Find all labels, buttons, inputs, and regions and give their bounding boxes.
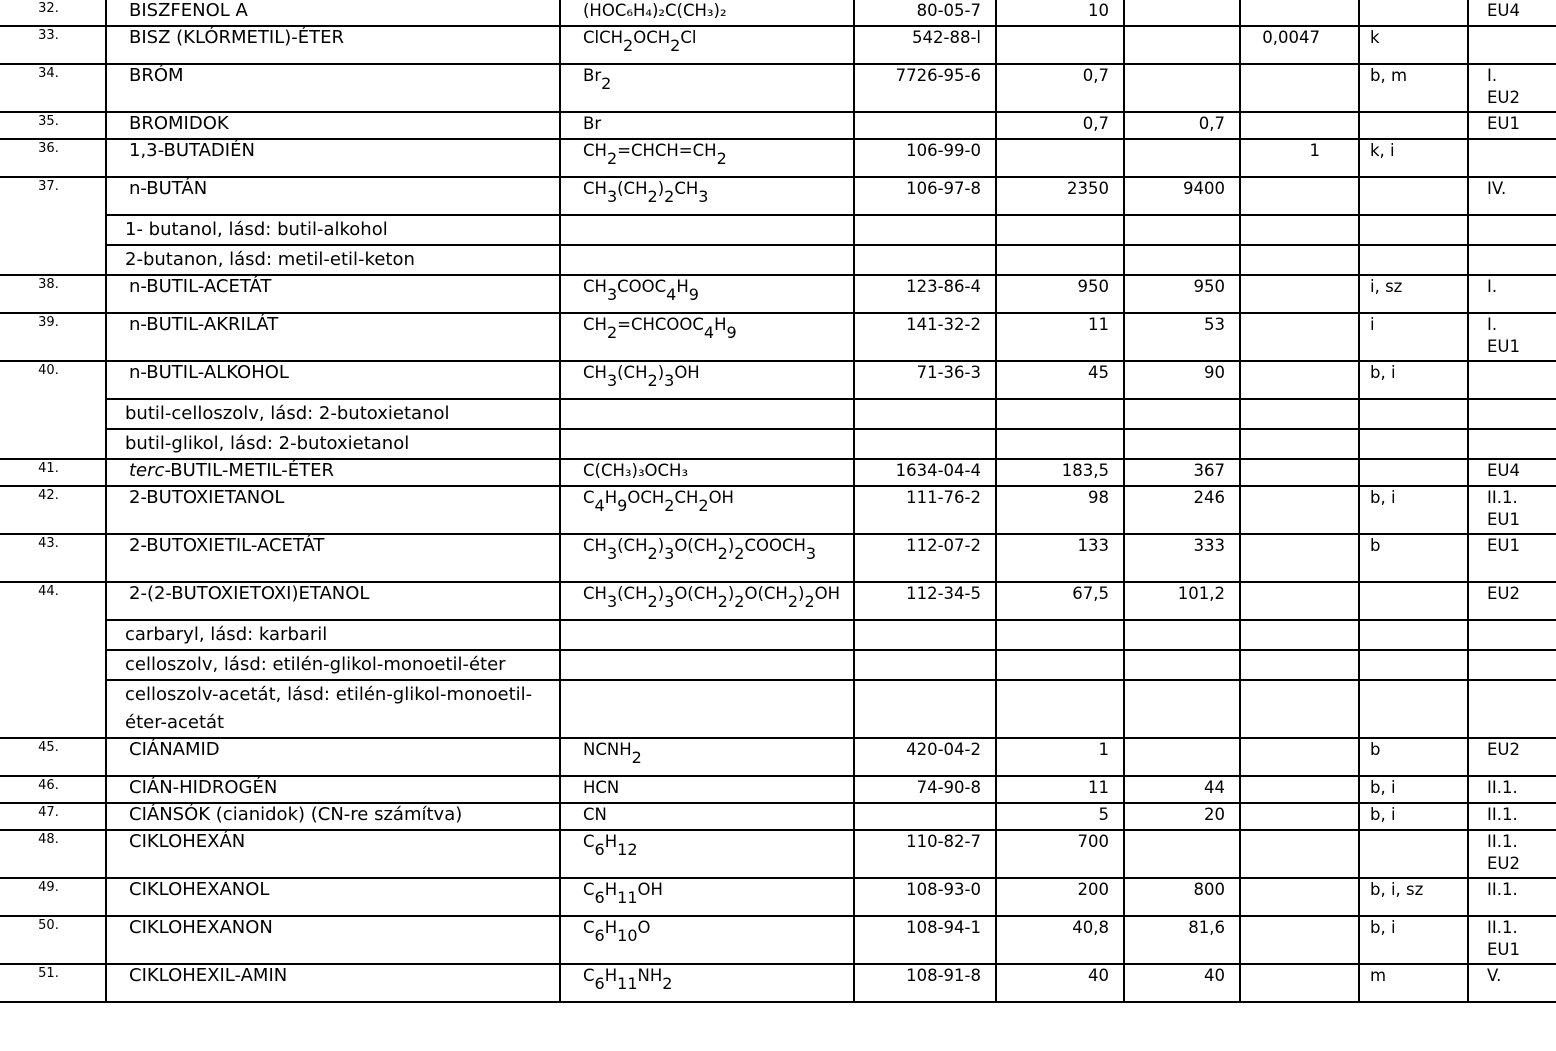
reference bbox=[1468, 361, 1556, 399]
cross-reference-row bbox=[0, 245, 1556, 275]
row-number-cell bbox=[0, 680, 106, 738]
cross-reference-row bbox=[0, 650, 1556, 680]
cross-reference-row bbox=[0, 399, 1556, 429]
cas-number: 108-91-8 bbox=[854, 964, 996, 1002]
chemical-formula: $C_6H_{12}$ bbox=[560, 830, 854, 878]
empty-cell bbox=[1124, 620, 1240, 650]
ak-value bbox=[996, 26, 1124, 64]
ck-value bbox=[1124, 139, 1240, 177]
row-number: 45. bbox=[0, 738, 106, 776]
table-row bbox=[0, 830, 1556, 878]
ck-value: 0,7 bbox=[1124, 112, 1240, 139]
reference: I. bbox=[1468, 275, 1556, 313]
empty-cell bbox=[1468, 245, 1556, 275]
mk-value bbox=[1240, 112, 1359, 139]
ak-value: 98 bbox=[996, 486, 1124, 534]
empty-cell bbox=[1240, 620, 1359, 650]
substance-name: BISZ (KLÓRMETIL)-ÉTER bbox=[106, 26, 560, 64]
table-row bbox=[0, 916, 1556, 964]
reference: II.1. bbox=[1468, 878, 1556, 916]
cas-number bbox=[854, 803, 996, 830]
mk-value bbox=[1240, 916, 1359, 964]
ck-value: 101,2 bbox=[1124, 582, 1240, 620]
mk-value bbox=[1240, 361, 1359, 399]
ck-value: 950 bbox=[1124, 275, 1240, 313]
row-number: 36. bbox=[0, 139, 106, 177]
ak-value: 950 bbox=[996, 275, 1124, 313]
empty-cell bbox=[854, 620, 996, 650]
table-row bbox=[0, 26, 1556, 64]
empty-cell bbox=[1359, 245, 1468, 275]
cas-number: 108-93-0 bbox=[854, 878, 996, 916]
row-number: 50. bbox=[0, 916, 106, 964]
reference: EU4 bbox=[1468, 459, 1556, 486]
substance-name: CIKLOHEXANOL bbox=[106, 878, 560, 916]
mk-value bbox=[1240, 177, 1359, 215]
empty-cell bbox=[854, 429, 996, 459]
empty-cell bbox=[996, 680, 1124, 738]
chemical-formula: HCN bbox=[560, 776, 854, 803]
empty-cell bbox=[1359, 620, 1468, 650]
empty-cell bbox=[560, 215, 854, 245]
table-row bbox=[0, 582, 1556, 620]
cross-reference-row bbox=[0, 215, 1556, 245]
cross-reference-row bbox=[0, 680, 1556, 738]
chemical-formula: $Br_2$ bbox=[560, 64, 854, 112]
reference bbox=[1468, 139, 1556, 177]
row-number: 34. bbox=[0, 64, 106, 112]
ck-value: 53 bbox=[1124, 313, 1240, 361]
mk-value bbox=[1240, 803, 1359, 830]
empty-cell bbox=[1359, 399, 1468, 429]
mk-value bbox=[1240, 313, 1359, 361]
empty-cell bbox=[560, 429, 854, 459]
cas-number: 141-32-2 bbox=[854, 313, 996, 361]
substance-name: CIKLOHEXÁN bbox=[106, 830, 560, 878]
notation: b, m bbox=[1359, 64, 1468, 112]
empty-cell bbox=[1240, 245, 1359, 275]
table-row bbox=[0, 486, 1556, 534]
chemical-formula: $CH_2=CHCOOC_4H_9$ bbox=[560, 313, 854, 361]
ak-value bbox=[996, 139, 1124, 177]
ck-value: 333 bbox=[1124, 534, 1240, 582]
table-row bbox=[0, 803, 1556, 830]
mk-value bbox=[1240, 459, 1359, 486]
row-number: 32. bbox=[0, 0, 106, 26]
substance-name: CIÁN-HIDROGÉN bbox=[106, 776, 560, 803]
reference: II.1. EU1 bbox=[1468, 486, 1556, 534]
row-number-cell bbox=[0, 429, 106, 459]
empty-cell bbox=[560, 245, 854, 275]
table-row bbox=[0, 878, 1556, 916]
mk-value bbox=[1240, 64, 1359, 112]
notation: b, i bbox=[1359, 803, 1468, 830]
ak-value: 11 bbox=[996, 313, 1124, 361]
row-number: 41. bbox=[0, 459, 106, 486]
reference: IV. bbox=[1468, 177, 1556, 215]
cas-number: 420-04-2 bbox=[854, 738, 996, 776]
row-number: 39. bbox=[0, 313, 106, 361]
notation bbox=[1359, 582, 1468, 620]
chemical-formula: $CH_3(CH_2)_3OH$ bbox=[560, 361, 854, 399]
notation bbox=[1359, 177, 1468, 215]
reference: II.1. EU1 bbox=[1468, 916, 1556, 964]
substance-name: 1,3-BUTADIÉN bbox=[106, 139, 560, 177]
row-number: 40. bbox=[0, 361, 106, 399]
chemical-formula: $CH_2=CHCH=CH_2$ bbox=[560, 139, 854, 177]
empty-cell bbox=[1468, 650, 1556, 680]
row-number: 51. bbox=[0, 964, 106, 1002]
cross-reference-text: butil-glikol, lásd: 2-butoxietanol bbox=[106, 429, 560, 459]
empty-cell bbox=[854, 215, 996, 245]
notation bbox=[1359, 459, 1468, 486]
ak-value: 200 bbox=[996, 878, 1124, 916]
empty-cell bbox=[1124, 245, 1240, 275]
chemical-formula: $CH_3(CH_2)_2CH_3$ bbox=[560, 177, 854, 215]
chemical-formula: C(CH₃)₃OCH₃ bbox=[560, 459, 854, 486]
empty-cell bbox=[1468, 399, 1556, 429]
table-row bbox=[0, 0, 1556, 26]
empty-cell bbox=[1240, 650, 1359, 680]
table-row bbox=[0, 177, 1556, 215]
chemical-formula: Br bbox=[560, 112, 854, 139]
cas-number: 106-99-0 bbox=[854, 139, 996, 177]
mk-value: 0,0047 bbox=[1240, 26, 1359, 64]
empty-cell bbox=[1124, 680, 1240, 738]
notation: b, i bbox=[1359, 361, 1468, 399]
row-number: 42. bbox=[0, 486, 106, 534]
chemical-formula: $CH_3(CH_2)_3O(CH_2)_2O(CH_2)_2OH$ bbox=[560, 582, 854, 620]
reference: V. bbox=[1468, 964, 1556, 1002]
reference bbox=[1468, 26, 1556, 64]
ak-value: 0,7 bbox=[996, 112, 1124, 139]
ck-value: 246 bbox=[1124, 486, 1240, 534]
notation: k, i bbox=[1359, 139, 1468, 177]
chemical-formula: (HOC₆H₄)₂C(CH₃)₂ bbox=[560, 0, 854, 26]
notation: i bbox=[1359, 313, 1468, 361]
chemical-formula: CN bbox=[560, 803, 854, 830]
chemical-formula: $C_6H_{10}O$ bbox=[560, 916, 854, 964]
reference: EU2 bbox=[1468, 582, 1556, 620]
ak-value: 40,8 bbox=[996, 916, 1124, 964]
row-number: 46. bbox=[0, 776, 106, 803]
notation: i, sz bbox=[1359, 275, 1468, 313]
substance-name: 2-BUTOXIETIL-ACETÁT bbox=[106, 534, 560, 582]
empty-cell bbox=[560, 399, 854, 429]
cas-number: 111-76-2 bbox=[854, 486, 996, 534]
empty-cell bbox=[996, 650, 1124, 680]
empty-cell bbox=[996, 429, 1124, 459]
substance-name: n-BUTÁN bbox=[106, 177, 560, 215]
substance-name: CIÁNSÓK (cianidok) (CN-re számítva) bbox=[106, 803, 560, 830]
notation bbox=[1359, 112, 1468, 139]
ak-value: 183,5 bbox=[996, 459, 1124, 486]
empty-cell bbox=[560, 650, 854, 680]
substance-name: n-BUTIL-AKRILÁT bbox=[106, 313, 560, 361]
table-row bbox=[0, 776, 1556, 803]
substance-name: 2-BUTOXIETANOL bbox=[106, 486, 560, 534]
empty-cell bbox=[1468, 215, 1556, 245]
reference: EU1 bbox=[1468, 534, 1556, 582]
row-number: 49. bbox=[0, 878, 106, 916]
notation bbox=[1359, 830, 1468, 878]
empty-cell bbox=[1468, 429, 1556, 459]
notation bbox=[1359, 0, 1468, 26]
ak-value: 45 bbox=[996, 361, 1124, 399]
ak-value: 700 bbox=[996, 830, 1124, 878]
row-number: 43. bbox=[0, 534, 106, 582]
ck-value bbox=[1124, 26, 1240, 64]
empty-cell bbox=[1359, 650, 1468, 680]
ck-value: 81,6 bbox=[1124, 916, 1240, 964]
ck-value bbox=[1124, 0, 1240, 26]
empty-cell bbox=[854, 399, 996, 429]
empty-cell bbox=[996, 399, 1124, 429]
row-number: 33. bbox=[0, 26, 106, 64]
row-number: 37. bbox=[0, 177, 106, 215]
empty-cell bbox=[1240, 399, 1359, 429]
reference: EU2 bbox=[1468, 738, 1556, 776]
reference: II.1. EU2 bbox=[1468, 830, 1556, 878]
table-row bbox=[0, 112, 1556, 139]
substance-name: 2-(2-BUTOXIETOXI)ETANOL bbox=[106, 582, 560, 620]
chemical-formula: $CH_3(CH_2)_3O(CH_2)_2COOCH_3$ bbox=[560, 534, 854, 582]
chemical-formula: $C_6H_{11}OH$ bbox=[560, 878, 854, 916]
empty-cell bbox=[996, 245, 1124, 275]
row-number: 38. bbox=[0, 275, 106, 313]
row-number-cell bbox=[0, 620, 106, 650]
empty-cell bbox=[1124, 215, 1240, 245]
cas-number: 106-97-8 bbox=[854, 177, 996, 215]
ck-value: 367 bbox=[1124, 459, 1240, 486]
substance-name: terc-BUTIL-METIL-ÉTER bbox=[106, 459, 560, 486]
cas-number: 112-07-2 bbox=[854, 534, 996, 582]
empty-cell bbox=[996, 215, 1124, 245]
empty-cell bbox=[1124, 399, 1240, 429]
reference: II.1. bbox=[1468, 776, 1556, 803]
ck-value bbox=[1124, 64, 1240, 112]
reference: EU4 bbox=[1468, 0, 1556, 26]
empty-cell bbox=[1468, 620, 1556, 650]
substance-name: CIÁNAMID bbox=[106, 738, 560, 776]
empty-cell bbox=[996, 620, 1124, 650]
table-row bbox=[0, 64, 1556, 112]
notation: m bbox=[1359, 964, 1468, 1002]
substance-name: n-BUTIL-ALKOHOL bbox=[106, 361, 560, 399]
cas-number: 7726-95-6 bbox=[854, 64, 996, 112]
notation: b bbox=[1359, 534, 1468, 582]
cas-number: 123-86-4 bbox=[854, 275, 996, 313]
ak-value: 0,7 bbox=[996, 64, 1124, 112]
cas-number: 74-90-8 bbox=[854, 776, 996, 803]
reference: I. EU1 bbox=[1468, 313, 1556, 361]
cross-reference-text: celloszolv-acetát, lásd: etilén-glikol-monoetil-éter-acetát bbox=[106, 680, 560, 738]
chemical-formula: $ClCH_2OCH_2Cl$ bbox=[560, 26, 854, 64]
cross-reference-text: celloszolv, lásd: etilén-glikol-monoetil-éter bbox=[106, 650, 560, 680]
notation: b, i, sz bbox=[1359, 878, 1468, 916]
row-number: 44. bbox=[0, 582, 106, 620]
empty-cell bbox=[560, 620, 854, 650]
ak-value: 133 bbox=[996, 534, 1124, 582]
substance-name: BRÓM bbox=[106, 64, 560, 112]
ak-value: 40 bbox=[996, 964, 1124, 1002]
substance-name: n-BUTIL-ACETÁT bbox=[106, 275, 560, 313]
empty-cell bbox=[1240, 429, 1359, 459]
ck-value: 90 bbox=[1124, 361, 1240, 399]
mk-value bbox=[1240, 486, 1359, 534]
ck-value: 9400 bbox=[1124, 177, 1240, 215]
ak-value: 67,5 bbox=[996, 582, 1124, 620]
ck-value: 44 bbox=[1124, 776, 1240, 803]
substance-name: CIKLOHEXIL-AMIN bbox=[106, 964, 560, 1002]
cross-reference-row bbox=[0, 429, 1556, 459]
reference: I. EU2 bbox=[1468, 64, 1556, 112]
cas-number bbox=[854, 112, 996, 139]
row-number: 47. bbox=[0, 803, 106, 830]
empty-cell bbox=[1359, 215, 1468, 245]
ak-value: 10 bbox=[996, 0, 1124, 26]
cross-reference-row bbox=[0, 620, 1556, 650]
mk-value bbox=[1240, 878, 1359, 916]
table-row bbox=[0, 964, 1556, 1002]
row-number: 48. bbox=[0, 830, 106, 878]
row-number-cell bbox=[0, 245, 106, 275]
cas-number: 71-36-3 bbox=[854, 361, 996, 399]
mk-value bbox=[1240, 0, 1359, 26]
mk-value bbox=[1240, 776, 1359, 803]
table-row bbox=[0, 361, 1556, 399]
empty-cell bbox=[1240, 680, 1359, 738]
cross-reference-text: 2-butanon, lásd: metil-etil-keton bbox=[106, 245, 560, 275]
cas-number: 80-05-7 bbox=[854, 0, 996, 26]
row-number: 35. bbox=[0, 112, 106, 139]
table-row bbox=[0, 139, 1556, 177]
mk-value bbox=[1240, 534, 1359, 582]
ck-value bbox=[1124, 738, 1240, 776]
empty-cell bbox=[854, 650, 996, 680]
table-row bbox=[0, 275, 1556, 313]
ak-value: 2350 bbox=[996, 177, 1124, 215]
mk-value bbox=[1240, 275, 1359, 313]
chemical-formula: $C_4H_9OCH_2CH_2OH$ bbox=[560, 486, 854, 534]
cas-number: 542-88-l bbox=[854, 26, 996, 64]
table-row bbox=[0, 313, 1556, 361]
cross-reference-text: 1- butanol, lásd: butil-alkohol bbox=[106, 215, 560, 245]
ak-value: 1 bbox=[996, 738, 1124, 776]
row-number-cell bbox=[0, 399, 106, 429]
chemical-formula: $NCNH_2$ bbox=[560, 738, 854, 776]
row-number-cell bbox=[0, 650, 106, 680]
reference: II.1. bbox=[1468, 803, 1556, 830]
cas-number: 108-94-1 bbox=[854, 916, 996, 964]
chemical-formula: $C_6H_{11}NH_2$ bbox=[560, 964, 854, 1002]
mk-value: 1 bbox=[1240, 139, 1359, 177]
ck-value: 40 bbox=[1124, 964, 1240, 1002]
cross-reference-text: butil-celloszolv, lásd: 2-butoxietanol bbox=[106, 399, 560, 429]
cas-number: 110-82-7 bbox=[854, 830, 996, 878]
notation: b, i bbox=[1359, 776, 1468, 803]
empty-cell bbox=[1359, 429, 1468, 459]
notation: b bbox=[1359, 738, 1468, 776]
table-row bbox=[0, 534, 1556, 582]
substance-name: BROMIDOK bbox=[106, 112, 560, 139]
cas-number: 112-34-5 bbox=[854, 582, 996, 620]
mk-value bbox=[1240, 830, 1359, 878]
notation: b, i bbox=[1359, 486, 1468, 534]
mk-value bbox=[1240, 964, 1359, 1002]
ck-value: 800 bbox=[1124, 878, 1240, 916]
empty-cell bbox=[1240, 215, 1359, 245]
substance-name: BISZFENOL A bbox=[106, 0, 560, 26]
ak-value: 5 bbox=[996, 803, 1124, 830]
ck-value: 20 bbox=[1124, 803, 1240, 830]
reference: EU1 bbox=[1468, 112, 1556, 139]
cas-number: 1634-04-4 bbox=[854, 459, 996, 486]
empty-cell bbox=[1468, 680, 1556, 738]
empty-cell bbox=[1359, 680, 1468, 738]
empty-cell bbox=[1124, 650, 1240, 680]
notation: k bbox=[1359, 26, 1468, 64]
substance-name: CIKLOHEXANON bbox=[106, 916, 560, 964]
mk-value bbox=[1240, 738, 1359, 776]
table-row bbox=[0, 738, 1556, 776]
table-row bbox=[0, 459, 1556, 486]
empty-cell bbox=[560, 680, 854, 738]
chemical-formula: $CH_3COOC_4H_9$ bbox=[560, 275, 854, 313]
row-number-cell bbox=[0, 215, 106, 245]
empty-cell bbox=[854, 245, 996, 275]
notation: b, i bbox=[1359, 916, 1468, 964]
empty-cell bbox=[854, 680, 996, 738]
mk-value bbox=[1240, 582, 1359, 620]
cross-reference-text: carbaryl, lásd: karbaril bbox=[106, 620, 560, 650]
ck-value bbox=[1124, 830, 1240, 878]
ak-value: 11 bbox=[996, 776, 1124, 803]
empty-cell bbox=[1124, 429, 1240, 459]
